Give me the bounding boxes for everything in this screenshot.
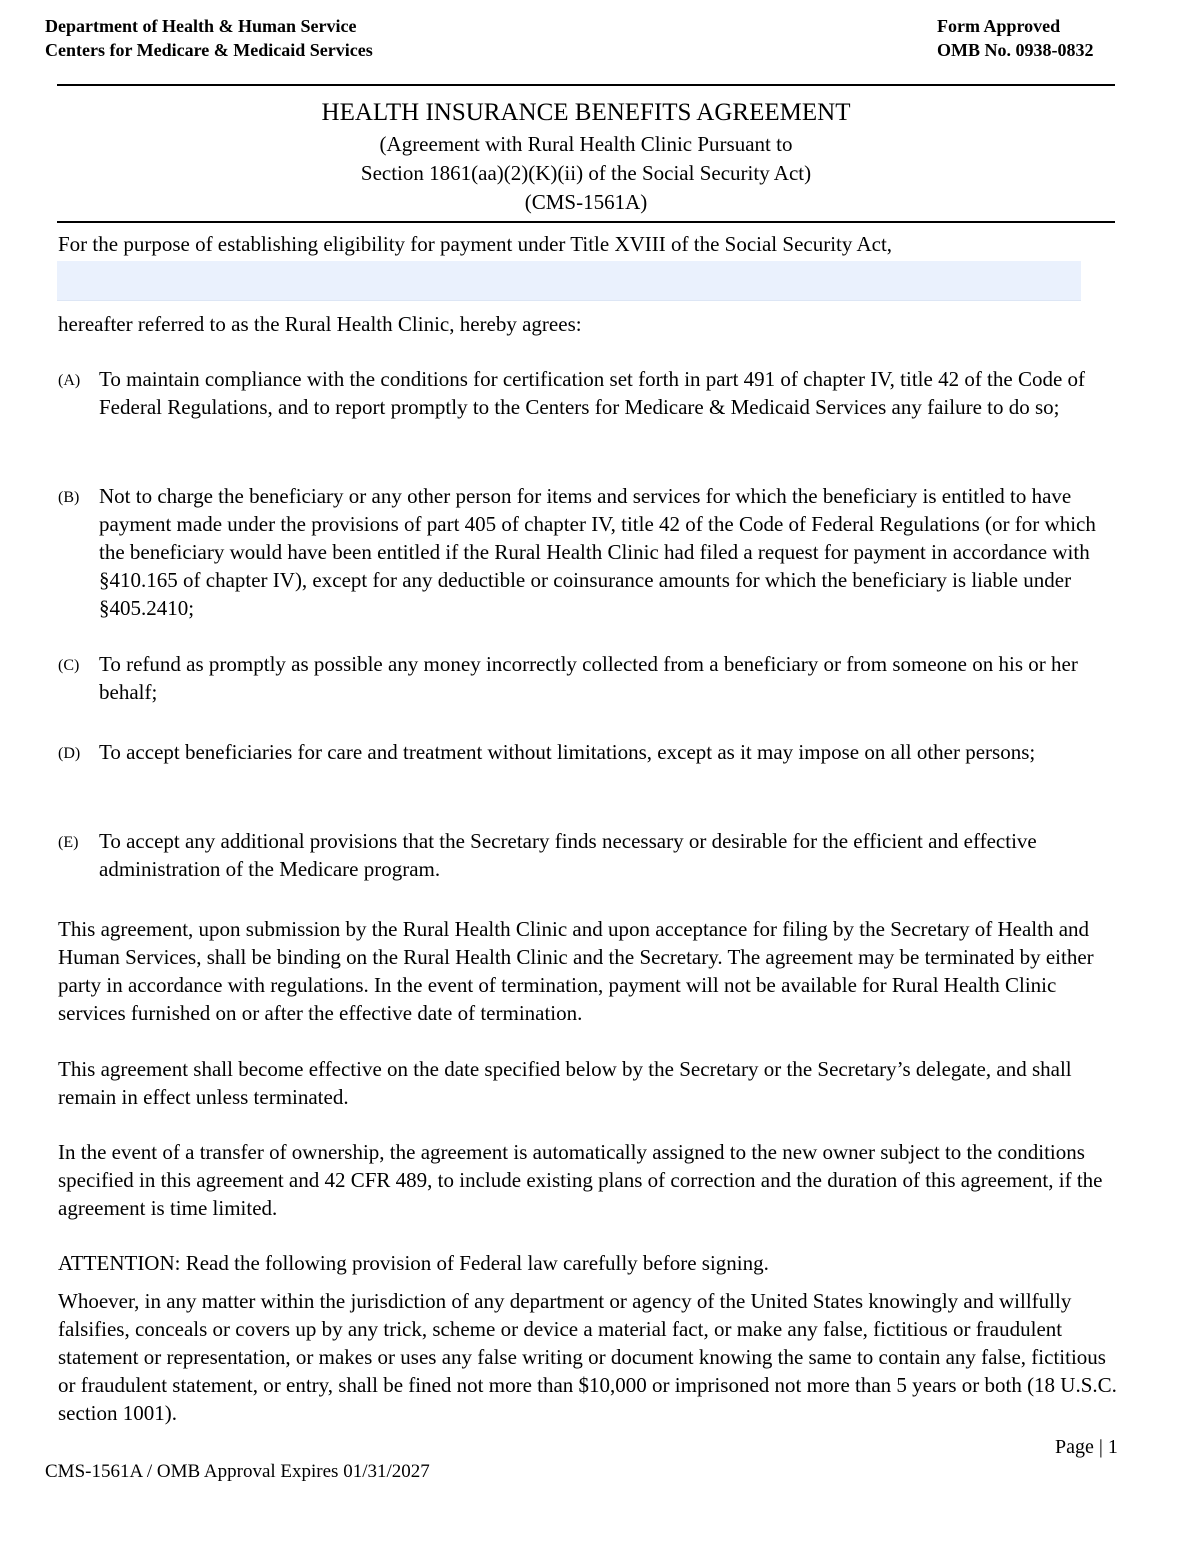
clause-marker: (D) <box>58 745 81 762</box>
clause-text: Not to charge the beneficiary or any other person for items and services for which the beneficiary is entitled to have payment made under the provisions of part 405 of chapter IV, title 42 of the Code of Federal Regulations (or for which the beneficiary would have been entitled if the Rural Health Clinic had filed a request for payment in accordance with §410.165 of chapter IV), except for any deductible or coinsurance amounts for which the beneficiary is liable under §405.2410; <box>99 484 1096 620</box>
effective-date-paragraph: This agreement shall become effective on the date specified below by the Secretary or the Secretary’s delegate, and shall remain in effect unless terminated. <box>58 1057 1072 1109</box>
clause-text: To accept beneficiaries for care and treatment without limitations, except as it may impose on all other persons; <box>99 740 1036 764</box>
clinic-name-field[interactable] <box>57 261 1081 301</box>
agency-header <box>45 14 373 62</box>
transfer-ownership-paragraph: In the event of a transfer of ownership, the agreement is automatically assigned to the new owner subject to the conditions specified in this agreement and 42 CFR 489, to include existing plans of correction and the duration of this agreement, if the agreement is time limited. <box>58 1140 1103 1220</box>
clause-marker: (C) <box>58 657 80 674</box>
hereafter-text: hereafter referred to as the Rural Health Clinic, hereby agrees: <box>58 312 582 336</box>
top-divider <box>57 84 1115 86</box>
form-subtitle-1: (Agreement with Rural Health Clinic Pursuant to <box>379 132 793 156</box>
form-title: HEALTH INSURANCE BENEFITS AGREEMENT <box>321 99 851 126</box>
title-block <box>57 96 1115 217</box>
clause-text: To accept any additional provisions that the Secretary finds necessary or desirable for the efficient and effective administration of the Medicare program. <box>99 829 1037 881</box>
clause-text: To refund as promptly as possible any money incorrectly collected from a beneficiary or from someone on his or her behalf; <box>99 652 1078 704</box>
binding-paragraph: This agreement, upon submission by the Rural Health Clinic and upon acceptance for filing by the Secretary of Health and Human Services, shall be binding on the Rural Health Clinic and the Secretary. The agreement may be terminated by either party in accordance with regulations. In the event of termination, payment will not be available for Rural Health Clinic services furnished on or after the effective date of termination. <box>58 917 1094 1025</box>
clause-marker: (E) <box>58 834 79 851</box>
agency-line-1: Department of Health & Human Service <box>45 16 357 36</box>
clause-c <box>58 650 1118 706</box>
form-code: (CMS-1561A) <box>524 190 648 214</box>
form-subtitle-2: Section 1861(aa)(2)(K)(ii) of the Social Security Act) <box>360 161 812 185</box>
clause-marker: (B) <box>58 489 80 506</box>
clause-b <box>58 482 1118 622</box>
page-number: Page | 1 <box>1055 1436 1118 1458</box>
form-footer: CMS-1561A / OMB Approval Expires 01/31/2027 <box>45 1461 430 1482</box>
clause-d <box>58 738 1118 766</box>
clause-e <box>58 827 1118 883</box>
clause-marker: (A) <box>58 372 81 389</box>
agency-line-2: Centers for Medicare & Medicaid Services <box>45 40 373 60</box>
federal-law-paragraph: Whoever, in any matter within the jurisdiction of any department or agency of the United States knowingly and willfully falsifies, conceals or covers up by any trick, scheme or device a material fact, or make any false, fictitious or fraudulent statement or representation, or makes or uses any false writing or document knowing the same to contain any false, fictitious or fraudulent statement, or entry, shall be fined not more than $10,000 or imprisoned not more than 5 years or both (18 U.S.C. section 1001). <box>58 1289 1117 1425</box>
intro-text: For the purpose of establishing eligibility for payment under Title XVIII of the Social Security Act, <box>58 232 893 256</box>
clause-a <box>58 365 1118 421</box>
form-approved-label: Form Approved <box>937 16 1061 36</box>
title-divider <box>57 221 1115 223</box>
clause-text: To maintain compliance with the conditions for certification set forth in part 491 of chapter IV, title 42 of the Code of Federal Regulations, and to report promptly to the Centers for Medicare & Medicaid Services any failure to do so; <box>99 367 1086 419</box>
omb-number: OMB No. 0938-0832 <box>937 40 1094 60</box>
attention-notice: ATTENTION: Read the following provision of Federal law carefully before signing. <box>58 1251 769 1275</box>
omb-header <box>937 14 1094 62</box>
